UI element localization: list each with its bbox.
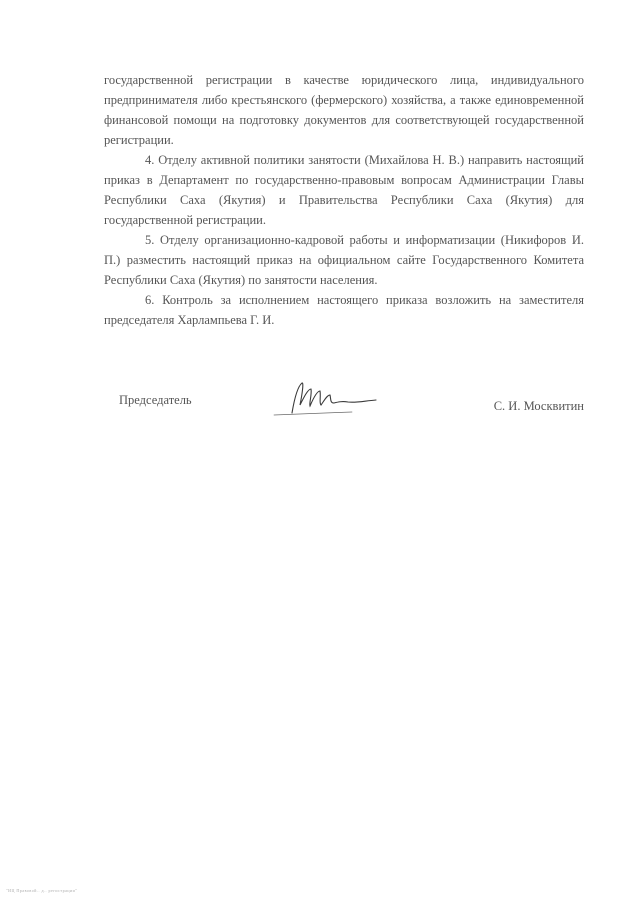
signature-block: [104, 393, 584, 433]
paragraph-item-6: 6. Контроль за исполнением настоящего приказа возложить на заместителя председателя Харлампьева Г. И.: [104, 293, 584, 327]
paragraph-item-4: 4. Отделу активной политики занятости (Михайлова Н. В.) направить настоящий приказ в Департамент по государственно-правовым вопросам Администрации Главы Республики Саха (Якутия) и Правительства Республики Саха (Якутия) для государственной регистрации.: [104, 153, 584, 227]
signatory-role: Председатель: [119, 393, 192, 407]
document-body: [104, 70, 584, 330]
paragraph-continuation: государственной регистрации в качестве юридического лица, индивидуального предпринимателя либо крестьянского (фермерского) хозяйства, а также единовременной финансовой помощи на подготовку документов для соответствующей государственной регистрации.: [104, 73, 584, 147]
footer-registration-mark: "ИЦ Правовой.. д.. регистрации": [6, 888, 78, 893]
signatory-name: С. И. Москвитин: [493, 399, 584, 413]
paragraph-item-5: 5. Отделу организационно-кадровой работы и информатизации (Никифоров И. П.) разместить настоящий приказ на официальном сайте Государственного Комитета Республики Саха (Якутия) по занятости населения.: [104, 233, 584, 287]
handwritten-signature: [264, 375, 384, 420]
